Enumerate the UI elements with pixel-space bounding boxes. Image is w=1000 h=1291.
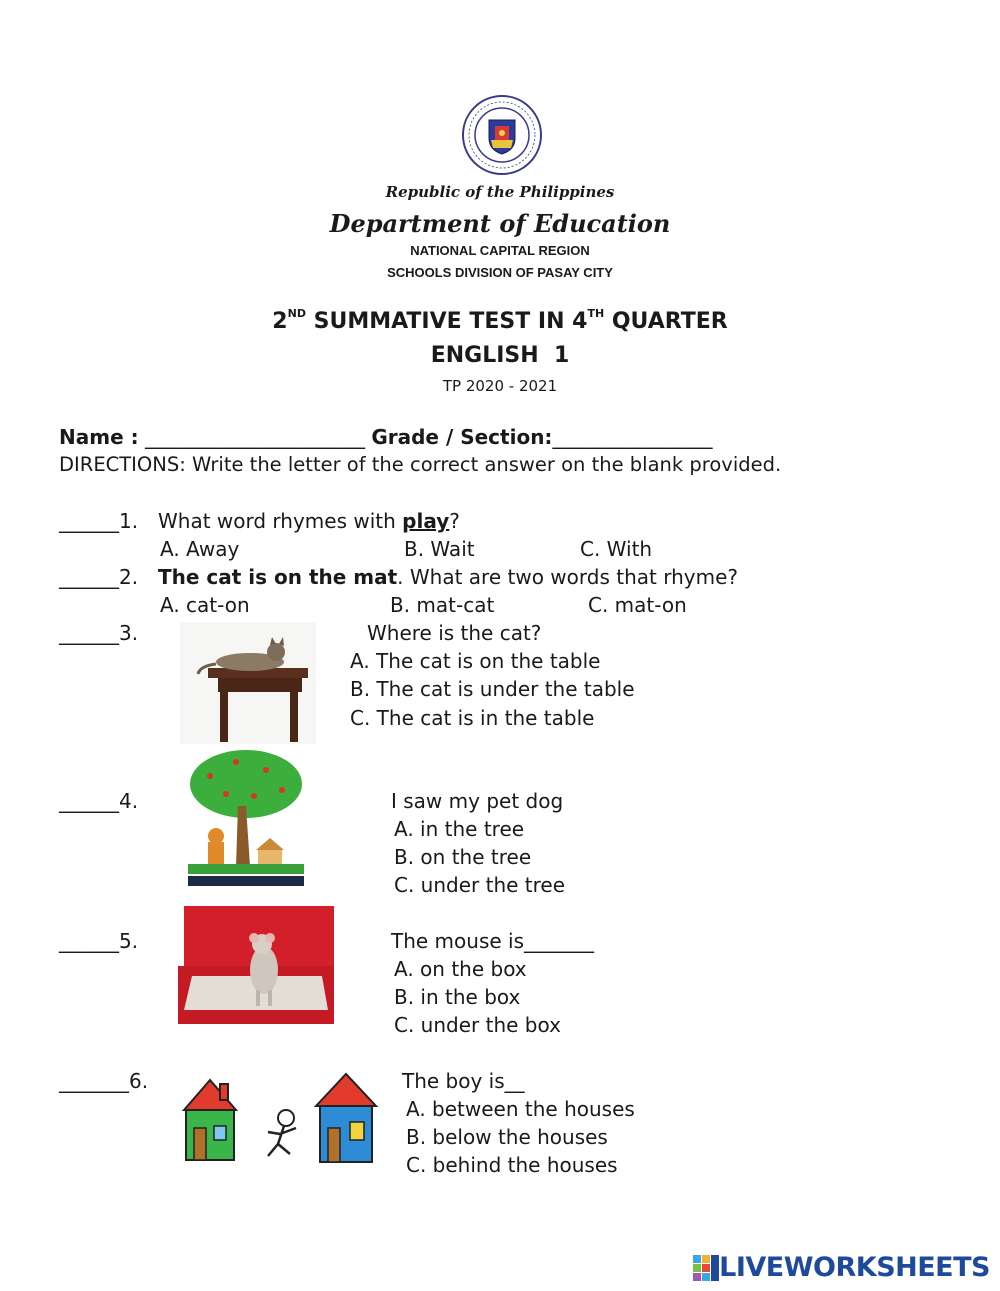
name-blank[interactable]: ______________________ <box>144 425 365 449</box>
question-6-option-a[interactable]: A. between the houses <box>406 1097 635 1121</box>
question-4-option-b[interactable]: B. on the tree <box>394 845 532 869</box>
question-6-prompt: The boy is__ <box>402 1069 525 1093</box>
dog-under-tree-image <box>186 746 306 888</box>
question-1-option-c[interactable]: C. With <box>580 537 653 561</box>
question-4-prompt: I saw my pet dog <box>391 789 564 813</box>
question-1-option-b[interactable]: B. Wait <box>404 537 475 561</box>
mouse-in-box-image <box>178 906 334 1024</box>
boy-between-houses-image <box>180 1070 380 1176</box>
liveworksheets-logo[interactable] <box>693 1252 990 1283</box>
question-2-option-b[interactable]: B. mat-cat <box>390 593 495 617</box>
question-4-option-a[interactable]: A. in the tree <box>394 817 525 841</box>
liveworksheets-text: LIVEWORKSHEETS <box>719 1252 990 1283</box>
question-5-number[interactable]: ______5. <box>59 929 139 953</box>
question-1-number[interactable]: ______1. <box>59 509 139 533</box>
question-6-number[interactable]: _______6. <box>59 1069 149 1093</box>
question-4-number[interactable]: ______4. <box>59 789 139 813</box>
question-2-option-a[interactable]: A. cat-on <box>160 593 250 617</box>
question-6-option-c[interactable]: C. behind the houses <box>406 1153 618 1177</box>
directions: DIRECTIONS: Write the letter of the correct answer on the blank provided. <box>59 453 782 476</box>
liveworksheets-icon <box>693 1255 719 1281</box>
question-3-option-a[interactable]: A. The cat is on the table <box>350 649 601 673</box>
question-5-option-b[interactable]: B. in the box <box>394 985 521 1009</box>
division-line: SCHOOLS DIVISION OF PASAY CITY <box>387 265 613 280</box>
question-1-prompt: What word rhymes with play? <box>158 509 460 533</box>
question-5-prompt: The mouse is_______ <box>391 929 595 953</box>
question-5-option-a[interactable]: A. on the box <box>394 957 527 981</box>
question-3-option-b[interactable]: B. The cat is under the table <box>350 677 635 701</box>
cat-on-table-image <box>180 622 316 744</box>
grade-blank[interactable]: ________________ <box>552 425 713 449</box>
question-2-option-c[interactable]: C. mat-on <box>588 593 687 617</box>
deped-seal <box>461 94 543 176</box>
department-name: Department of Education <box>329 209 671 238</box>
question-2-prompt: The cat is on the mat. What are two words that rhyme? <box>158 565 738 589</box>
question-4-option-c[interactable]: C. under the tree <box>394 873 566 897</box>
test-title: 2ND SUMMATIVE TEST IN 4TH QUARTER <box>272 307 728 334</box>
question-3-option-c[interactable]: C. The cat is in the table <box>350 706 595 730</box>
question-1-option-a[interactable]: A. Away <box>160 537 240 561</box>
student-fields <box>59 425 712 449</box>
question-3-number[interactable]: ______3. <box>59 621 139 645</box>
subject-title: ENGLISH 1 <box>430 343 570 368</box>
school-year: TP 2020 - 2021 <box>442 377 558 395</box>
republic-line: Republic of the Philippines <box>385 183 615 201</box>
question-3-prompt: Where is the cat? <box>367 621 542 645</box>
question-2-number[interactable]: ______2. <box>59 565 139 589</box>
name-label: Name : <box>59 425 139 449</box>
question-6-option-b[interactable]: B. below the houses <box>406 1125 608 1149</box>
grade-label: Grade / Section: <box>371 425 553 449</box>
question-5-option-c[interactable]: C. under the box <box>394 1013 561 1037</box>
region-line: NATIONAL CAPITAL REGION <box>410 243 590 258</box>
